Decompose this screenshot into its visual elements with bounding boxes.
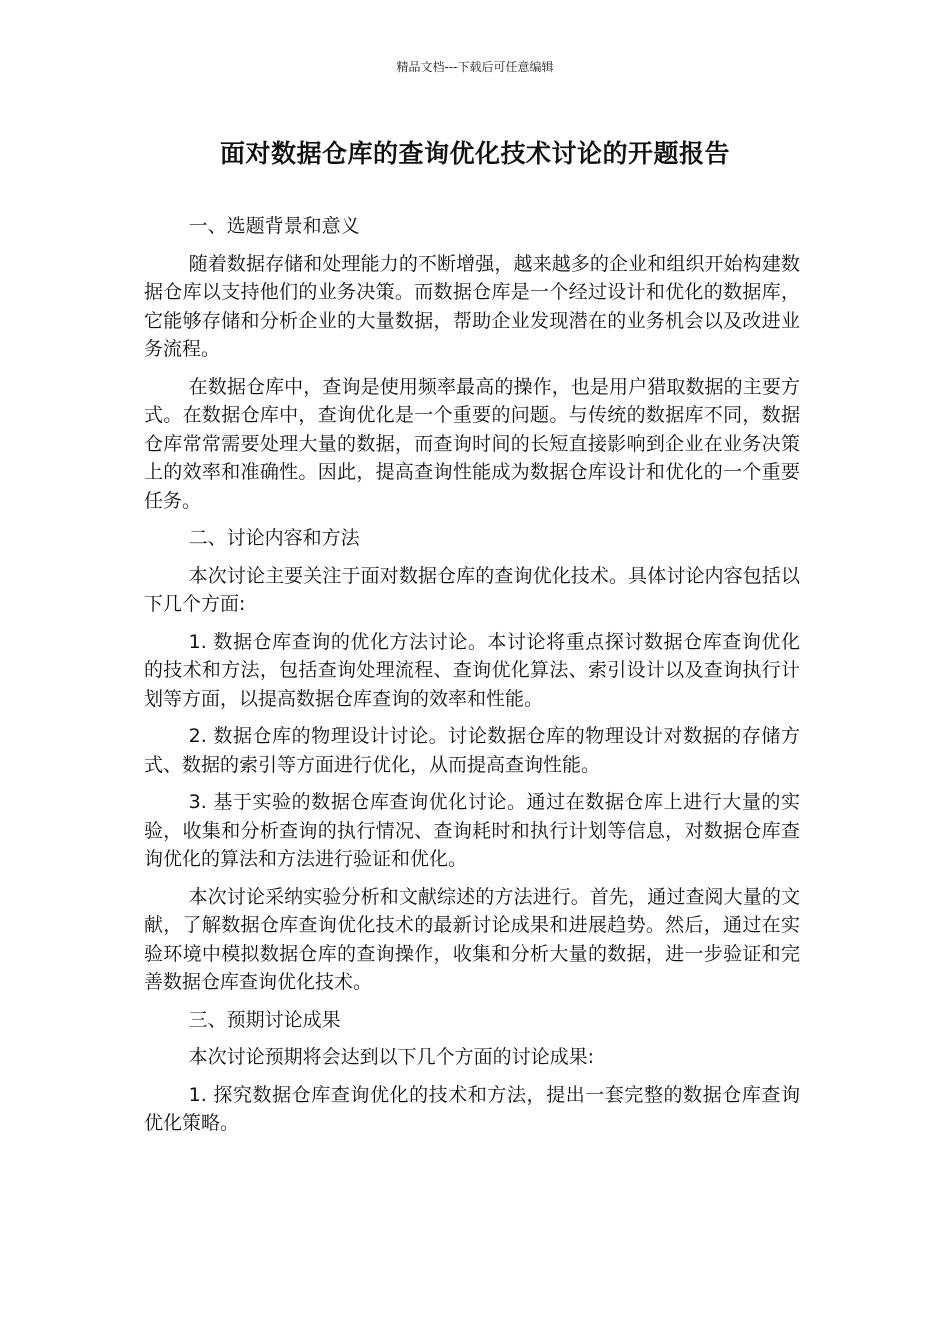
paragraph-method: 本次讨论采纳实验分析和文献综述的方法进行。首先，通过查阅大量的文献，了解数据仓库查询优化技术的最新讨论成果和进展趋势。然后，通过在实验环境中模拟数据仓库的查询操作，收集和分析大量的数据，进一步验证和完善数据仓库查询优化技术。: [144, 885, 800, 993]
document-body: [144, 212, 800, 1147]
paragraph-results-intro: 本次讨论预期将会达到以下几个方面的讨论成果:: [188, 1046, 595, 1068]
section-heading-content-method: 二、讨论内容和方法: [188, 527, 360, 549]
section-heading-expected-results: 三、预期讨论成果: [188, 1008, 341, 1031]
paragraph-background-1: 随着数据存储和处理能力的不断增强，越来越多的企业和组织开始构建数据仓库以支持他们的业务决策。而数据仓库是一个经过设计和优化的数据库，它能够存储和分析企业的大量数据，帮助企业发现潜在的业务机会以及改进业务流程。: [144, 252, 800, 360]
paragraph-content-intro: 本次讨论主要关注于面对数据仓库的查询优化技术。具体讨论内容包括以下几个方面:: [144, 564, 800, 615]
list-item-content-2: 2. 数据仓库的物理设计讨论。讨论数据仓库的物理设计对数据的存储方式、数据的索引等方面进行优化，从而提高查询性能。: [144, 725, 800, 776]
header-note: 精品文档---下载后可任意编辑: [396, 60, 554, 74]
list-item-content-1: 1. 数据仓库查询的优化方法讨论。本讨论将重点探讨数据仓库查询优化的技术和方法，包括查询处理流程、查询优化算法、索引设计以及查询执行计划等方面，以提高数据仓库查询的效率和性能。: [144, 630, 800, 710]
list-item-results-1: 1. 探究数据仓库查询优化的技术和方法，提出一套完整的数据仓库查询优化策略。: [144, 1083, 800, 1134]
document-title: 面对数据仓库的查询优化技术讨论的开题报告: [219, 139, 730, 168]
paragraph-background-2: 在数据仓库中，查询是使用频率最高的操作，也是用户猎取数据的主要方式。在数据仓库中，查询优化是一个重要的问题。与传统的数据库不同，数据仓库常常需要处理大量的数据，而查询时间的长短直接影响到企业在业务决策上的效率和准确性。因此，提高查询性能成为数据仓库设计和优化的一个重要任务。: [144, 375, 800, 512]
list-item-content-3: 3. 基于实验的数据仓库查询优化讨论。通过在数据仓库上进行大量的实验，收集和分析查询的执行情况、查询耗时和执行计划等信息，对数据仓库查询优化的算法和方法进行验证和优化。: [144, 791, 800, 870]
section-heading-background: 一、选题背景和意义: [188, 215, 360, 237]
